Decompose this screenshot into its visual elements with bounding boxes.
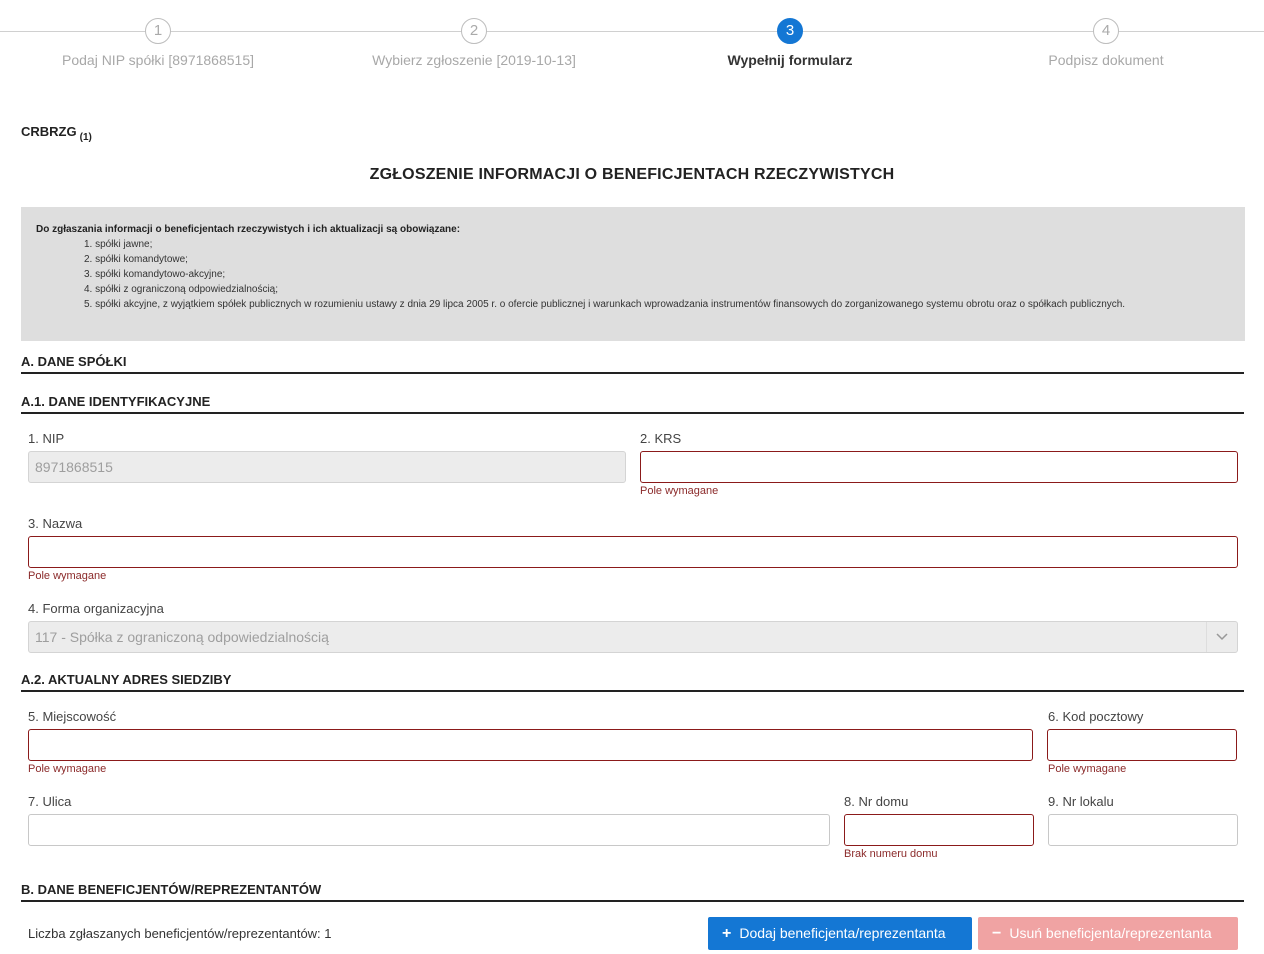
info-list <box>76 237 1236 312</box>
section-a2-heading: A.2. AKTUALNY ADRES SIEDZIBY <box>21 672 1244 692</box>
step-4-label: Podpisz dokument <box>1048 52 1164 68</box>
beneficiary-count: Liczba zgłaszanych beneficjentów/reprezentantów: 1 <box>28 926 332 941</box>
form-code-sub: (1) <box>79 132 92 143</box>
miejscowosc-input[interactable] <box>28 729 1033 761</box>
section-a-heading: A. DANE SPÓŁKI <box>21 354 1244 374</box>
step-3-label: Wypełnij formularz <box>727 52 853 68</box>
info-box <box>21 207 1245 341</box>
step-2[interactable] <box>316 18 632 68</box>
info-item: 2. spółki komandytowe; <box>84 254 188 265</box>
step-2-number: 2 <box>461 18 487 44</box>
forma-label: 4. Forma organizacyjna <box>28 601 164 616</box>
step-1-number: 1 <box>145 18 171 44</box>
add-beneficiary-label: Dodaj beneficjenta/reprezentanta <box>739 925 946 941</box>
nr-domu-error: Brak numeru domu <box>844 848 938 860</box>
page-title: ZGŁOSZENIE INFORMACJI O BENEFICJENTACH RZECZYWISTYCH <box>369 166 895 183</box>
section-b-heading: B. DANE BENEFICJENTÓW/REPREZENTANTÓW <box>21 882 1244 902</box>
step-4 <box>948 18 1264 68</box>
kod-error: Pole wymagane <box>1048 763 1127 775</box>
section-a1-heading: A.1. DANE IDENTYFIKACYJNE <box>21 394 1244 414</box>
nip-label: 1. NIP <box>28 431 65 446</box>
info-heading: Do zgłaszania informacji o beneficjentach rzeczywistych i ich aktualizacji są obowiązane: <box>36 224 461 235</box>
ulica-label: 7. Ulica <box>28 794 72 809</box>
nip-input: 8971868515 <box>28 451 626 483</box>
remove-beneficiary-button[interactable] <box>978 917 1238 950</box>
kod-label: 6. Kod pocztowy <box>1048 709 1144 724</box>
step-2-label: Wybierz zgłoszenie [2019-10-13] <box>372 52 576 68</box>
info-item: 1. spółki jawne; <box>84 239 153 250</box>
nr-domu-label: 8. Nr domu <box>844 794 909 809</box>
info-item: 5. spółki akcyjne, z wyjątkiem spółek publicznych w rozumieniu ustawy z dnia 29 lipca 2005 r. o ofercie publicznej i warunkach wprowadzania instrumentów finansowych do zorganizowanego systemu obrotu oraz o spółkach publicznych. <box>84 299 1126 310</box>
step-1[interactable] <box>0 18 316 68</box>
step-3 <box>632 18 948 68</box>
miejscowosc-label: 5. Miejscowość <box>28 709 117 724</box>
nr-lokalu-input[interactable] <box>1048 814 1238 846</box>
form-code-text: CRBRZG <box>21 124 77 139</box>
plus-icon: + <box>722 925 732 942</box>
chevron-down-icon <box>1206 622 1237 652</box>
nazwa-error: Pole wymagane <box>28 570 107 582</box>
kod-input[interactable] <box>1047 729 1237 761</box>
nazwa-input[interactable] <box>28 536 1238 568</box>
add-beneficiary-button[interactable] <box>708 917 972 950</box>
form-code <box>21 124 92 143</box>
miejscowosc-error: Pole wymagane <box>28 763 107 775</box>
remove-beneficiary-label: Usuń beneficjenta/reprezentanta <box>1009 925 1212 941</box>
nazwa-label: 3. Nazwa <box>28 516 83 531</box>
step-4-number: 4 <box>1093 18 1119 44</box>
info-item: 4. spółki z ograniczoną odpowiedzialnością; <box>84 284 279 295</box>
step-3-number: 3 <box>777 18 803 44</box>
nr-domu-input[interactable] <box>844 814 1034 846</box>
step-1-label: Podaj NIP spółki [8971868515] <box>62 52 254 68</box>
krs-input[interactable] <box>640 451 1238 483</box>
minus-icon: − <box>992 925 1002 942</box>
ulica-input[interactable] <box>28 814 830 846</box>
krs-error: Pole wymagane <box>640 485 719 497</box>
forma-select-value: 117 - Spółka z ograniczoną odpowiedzialnością <box>35 629 329 645</box>
forma-select[interactable] <box>28 621 1238 653</box>
nr-lokalu-label: 9. Nr lokalu <box>1048 794 1114 809</box>
stepper <box>0 0 1264 80</box>
info-item: 3. spółki komandytowo-akcyjne; <box>84 269 226 280</box>
krs-label: 2. KRS <box>640 431 682 446</box>
